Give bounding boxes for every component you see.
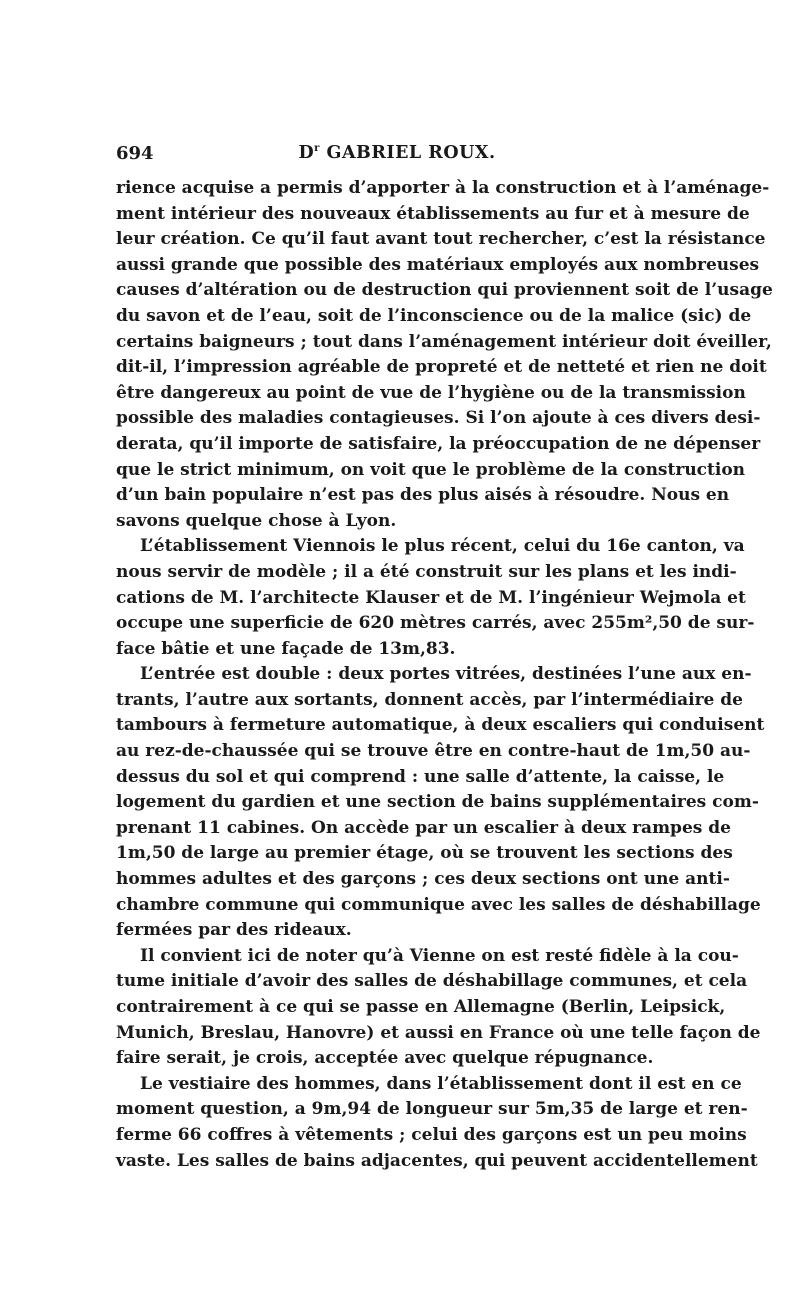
text-line: contrairement à ce qui se passe en Allemagne (Berlin, Leipsick, (116, 997, 726, 1017)
text-line: moment question, a 9m,94 de longueur sur 5m,35 de large et ren- (116, 1099, 748, 1120)
text-line: cations de M. l’architecte Klauser et de M. l’ingénieur Wejmola et (116, 587, 746, 608)
text-line: ment intérieur des nouveaux établissements au fur et à mesure de (116, 203, 750, 224)
text-line: face bâtie et une façade de 13m,83. (116, 638, 456, 659)
text-line: occupe une superficie de 620 mètres carrés, avec 255m²,50 de sur- (116, 613, 755, 634)
text-line: dessus du sol et qui comprend : une salle d’attente, la caisse, le (116, 766, 725, 787)
text-line: possible des maladies contagieuses. Si l’on ajoute à ces divers desi- (116, 408, 761, 429)
text-line: causes d’altération ou de destruction qui proviennent soit de l’usage (116, 280, 773, 301)
author-name: GABRIEL ROUX. (326, 143, 496, 163)
author-prefix-sup: r (314, 143, 320, 155)
text-line: tambours à fermeture automatique, à deux escaliers qui conduisent (116, 715, 765, 736)
text-line: du savon et de l’eau, soit de l’inconscience ou de la malice (sic) de (116, 305, 752, 326)
paragraph-start-line: L’entrée est double : deux portes vitrées, destinées l’une aux en- (140, 664, 752, 685)
text-line: derata, qu’il importe de satisfaire, la préoccupation de ne dépenser (116, 433, 761, 454)
text-line: dit-il, l’impression agréable de propreté et de netteté et rien ne doit (116, 357, 767, 378)
text-line: ferme 66 coffres à vêtements ; celui des garçons est un peu moins (116, 1124, 747, 1145)
text-line: leur création. Ce qu’il faut avant tout rechercher, c’est la résistance (116, 229, 766, 250)
text-line: savons quelque chose à Lyon. (116, 510, 397, 531)
page-number: 694 (116, 143, 154, 164)
text-line: 1m,50 de large au premier étage, où se trouvent les sections des (116, 843, 733, 864)
text-line: d’un bain populaire n’est pas des plus aisés à résoudre. Nous en (116, 485, 730, 506)
paragraph-start-line: Le vestiaire des hommes, dans l’établissement dont il est en ce (140, 1073, 742, 1094)
text-line: faire serait, je crois, acceptée avec quelque répugnance. (116, 1048, 654, 1069)
text-line: prenant 11 cabines. On accède par un escalier à deux rampes de (116, 817, 731, 838)
author-prefix: D (298, 143, 315, 163)
text-line: trants, l’autre aux sortants, donnent accès, par l’intermédiaire de (116, 689, 743, 710)
text-line: au rez-de-chaussée qui se trouve être en contre-haut de 1m,50 au- (116, 741, 751, 762)
text-line: rience acquise a permis d’apporter à la construction et à l’aménage- (116, 178, 770, 198)
text-line: certains baigneurs ; tout dans l’aménagement intérieur doit éveiller, (116, 331, 772, 352)
text-line: vaste. Les salles de bains adjacentes, qui peuvent accidentellement (116, 1150, 758, 1171)
text-line: nous servir de modèle ; il a été construit sur les plans et les indi- (116, 561, 737, 582)
paragraph-start-line: L’établissement Viennois le plus récent, celui du 16e canton, va (140, 536, 745, 557)
text-line: être dangereux au point de vue de l’hygiène ou de la transmission (116, 382, 746, 403)
text-line: hommes adultes et des garçons ; ces deux sections ont une anti- (116, 869, 730, 890)
text-line: Munich, Breslau, Hanovre) et aussi en France où une telle façon de (116, 1022, 761, 1043)
text-line: chambre commune qui communique avec les salles de déshabillage (116, 894, 761, 915)
text-line: aussi grande que possible des matériaux employés aux nombreuses (116, 254, 760, 275)
text-line: logement du gardien et une section de bains supplémentaires com- (116, 792, 759, 813)
running-title (116, 143, 678, 163)
body-text (116, 176, 773, 1174)
paragraph-start-line: Il convient ici de noter qu’à Vienne on est resté fidèle à la cou- (140, 945, 739, 966)
text-line: fermées par des rideaux. (116, 920, 352, 941)
text-line: que le strict minimum, on voit que le problème de la construction (116, 459, 746, 480)
running-header (116, 143, 678, 171)
text-line: tume initiale d’avoir des salles de déshabillage communes, et cela (116, 971, 748, 992)
